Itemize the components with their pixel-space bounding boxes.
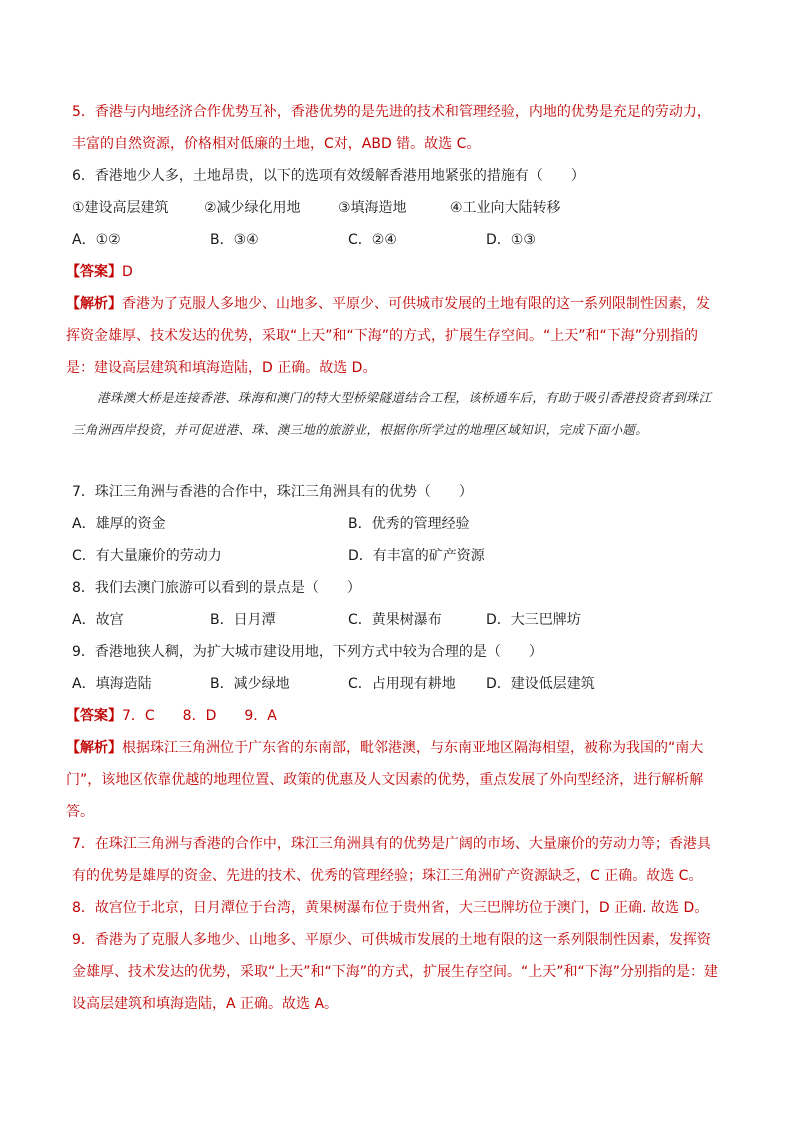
q7-option-a: A．雄厚的资金 xyxy=(72,516,166,532)
q8-stem: 8．我们去澳门旅游可以看到的景点是（ ） xyxy=(72,580,361,596)
q7-option-c: C．有大量廉价的劳动力 xyxy=(72,548,222,564)
group-analysis xyxy=(66,732,722,828)
q5-explanation-text: 香港与内地经济合作优势互补，香港优势的是先进的技术和管理经验，内地的优势是充足的劳动力，丰富的自然资源，价格相对低廉的土地，C对，ABD 错。故选 C。 xyxy=(72,104,711,152)
q7-exp-number: 7． xyxy=(72,836,95,852)
q7-explanation xyxy=(72,828,722,892)
q5-number: 5． xyxy=(72,104,95,120)
q7-option-d: D．有丰富的矿产资源 xyxy=(348,548,485,564)
q8-option-a: A．故宫 xyxy=(72,612,124,628)
answer-tag: 【答案】 xyxy=(66,708,122,724)
q9-options xyxy=(72,668,722,700)
q9-explanation xyxy=(72,924,722,1020)
q9-stem: 9．香港地狭人稠，为扩大城市建设用地，下列方式中较为合理的是（ ） xyxy=(72,644,543,660)
answer-tag: 【答案】 xyxy=(66,264,122,280)
q8-explanation xyxy=(72,892,722,924)
q9-option-b: B．减少绿地 xyxy=(210,676,290,692)
q6-option-d: D．①③ xyxy=(486,232,536,248)
q9-option-c: C．占用现有耕地 xyxy=(348,676,456,692)
analysis-tag: 【解析】 xyxy=(66,296,122,312)
q5-explanation xyxy=(72,96,722,160)
q7-stem: 7．珠江三角洲与香港的合作中，珠江三角洲具有的优势（ ） xyxy=(72,484,473,500)
reading-passage: 港珠澳大桥是连接香港、珠海和澳门的特大型桥梁隧道结合工程，该桥通车后，有助于吸引香港投资者到珠江三角洲西岸投资，并可促进港、珠、澳三地的旅游业，根据你所学过的地理区域知识，完成下面小题。 xyxy=(72,390,712,437)
q7-explanation-text: 在珠江三角洲与香港的合作中，珠江三角洲具有的优势是广阔的市场、大量廉价的劳动力等；香港具有的优势是雄厚的资金、先进的技术、优秀的管理经验；珠江三角洲矿产资源缺乏，C 正确。故选 C。 xyxy=(72,836,711,884)
analysis-tag: 【解析】 xyxy=(66,740,122,756)
q6-items xyxy=(72,192,722,224)
q6-answer xyxy=(66,256,716,288)
q9-option-d: D．建设低层建筑 xyxy=(486,676,595,692)
q6-options xyxy=(72,224,722,256)
q6-item-3: ③填海造地 xyxy=(338,200,407,216)
q6-analysis-text: 香港为了克服人多地少、山地多、平原少、可供城市发展的土地有限的这一系列限制性因素，发挥资金雄厚、技术发达的优势，采取“上天”和“下海”的方式，扩展生存空间。“上天”和“下海”分别指的是：建设高层建筑和填海造陆，D 正确。故选 D。 xyxy=(66,296,710,376)
q8-exp-number: 8． xyxy=(72,900,95,916)
q6-stem: 6．香港地少人多，土地昂贵，以下的选项有效缓解香港用地紧张的措施有（ ） xyxy=(72,168,585,184)
group-analysis-text: 根据珠江三角洲位于广东省的东南部，毗邻港澳，与东南亚地区隔海相望，被称为我国的“南大门”，该地区依靠优越的地理位置、政策的优惠及人文因素的优势，重点发展了外向型经济，进行解析解答。 xyxy=(66,740,704,820)
q6-option-c: C．②④ xyxy=(348,232,397,248)
q6-answer-value: D xyxy=(122,264,133,280)
q8-option-c: C．黄果树瀑布 xyxy=(348,612,442,628)
group-answer xyxy=(66,700,716,732)
q7-option-b: B．优秀的管理经验 xyxy=(348,516,470,532)
q6-analysis xyxy=(66,288,722,384)
q9-option-a: A．填海造陆 xyxy=(72,676,152,692)
q6-item-4: ④工业向大陆转移 xyxy=(450,200,561,216)
q9-exp-number: 9． xyxy=(72,932,95,948)
q7-options-row1 xyxy=(72,508,722,540)
q8-option-d: D．大三巴牌坊 xyxy=(486,612,581,628)
q6-option-a: A．①② xyxy=(72,232,121,248)
q8-options xyxy=(72,604,722,636)
q8-explanation-text: 故宫位于北京，日月潭位于台湾，黄果树瀑布位于贵州省，大三巴牌坊位于澳门，D 正确. 故选 D。 xyxy=(94,900,709,916)
q9-explanation-text: 香港为了克服人多地少、山地多、平原少、可供城市发展的土地有限的这一系列限制性因素，发挥资金雄厚、技术发达的优势，采取“上天”和“下海”的方式，扩展生存空间。“上天”和“下海”分别指的是：建设高层建筑和填海造陆，A 正确。故选 A。 xyxy=(72,932,719,1012)
q8-option-b: B．日月潭 xyxy=(210,612,276,628)
q6-item-2: ②减少绿化用地 xyxy=(204,200,301,216)
group-answer-values: 7．C 8．D 9．A xyxy=(122,708,277,724)
q7-options-row2 xyxy=(72,540,722,572)
q6-option-b: B．③④ xyxy=(210,232,259,248)
q6-item-1: ①建设高层建筑 xyxy=(72,200,169,216)
